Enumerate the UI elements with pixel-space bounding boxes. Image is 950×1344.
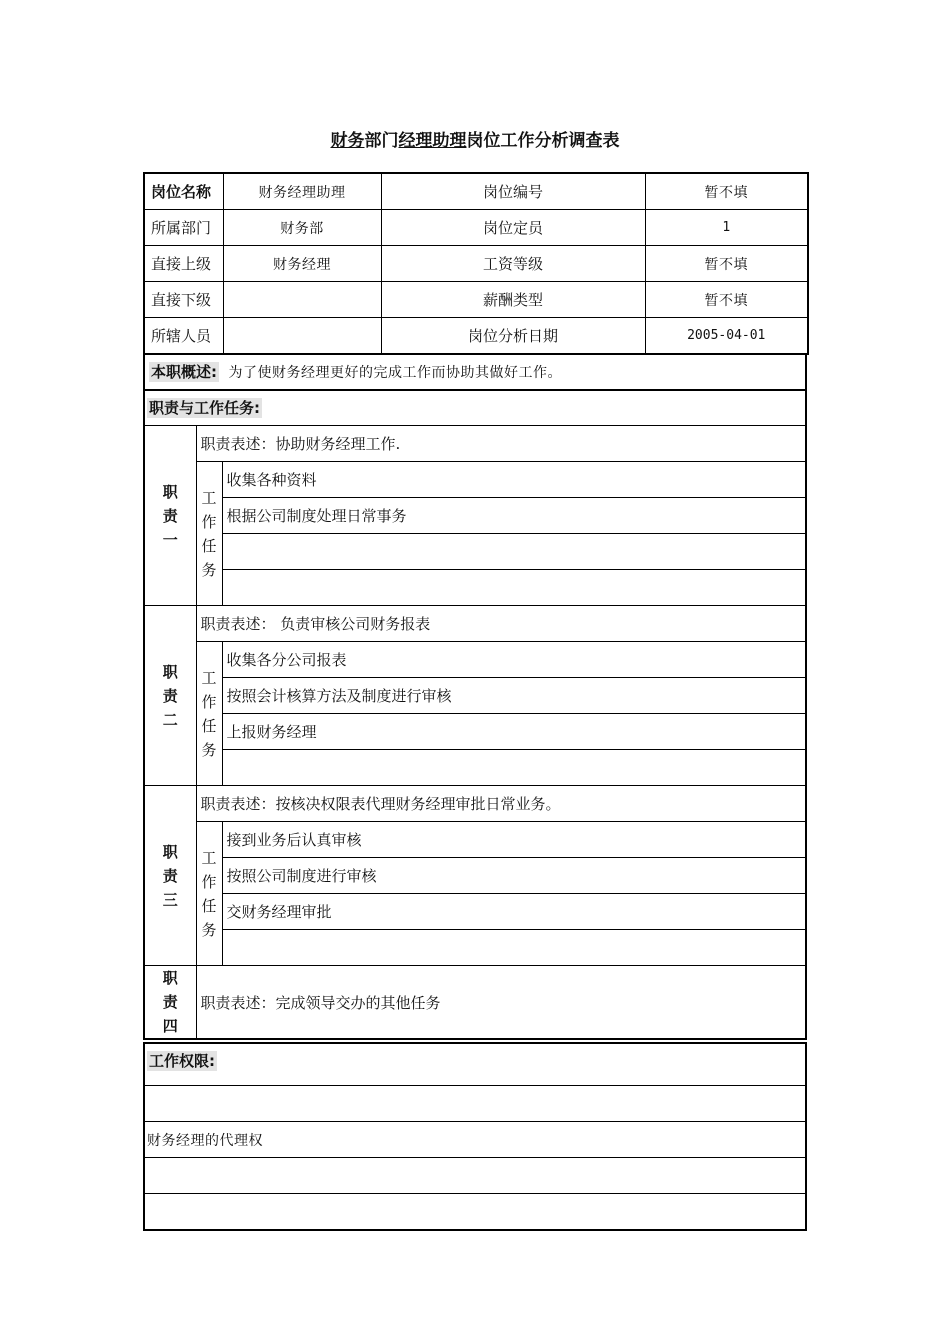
duty-description: 职责表述：完成领导交办的其他任务 [196, 966, 806, 1040]
value-analysis-date: 2005-04-01 [645, 318, 808, 355]
title-part1: 财务 [330, 131, 365, 151]
task-label: 工作任务 [196, 822, 222, 966]
value-salary-grade: 暂不填 [645, 246, 808, 282]
value-department: 财务部 [223, 210, 381, 246]
title-part2: 部门 [364, 131, 399, 151]
value-staff [223, 318, 381, 355]
value-position-name: 财务经理助理 [223, 173, 381, 210]
label-position-code: 岗位编号 [381, 173, 645, 210]
duty-label: 职责一 [144, 426, 196, 606]
duties-table [143, 389, 807, 1040]
basic-row [144, 282, 808, 318]
authority-label: 工作权限: [149, 1052, 215, 1070]
label-salary-grade: 工资等级 [381, 246, 645, 282]
title-part3: 经理助理 [398, 131, 467, 151]
label-department: 所属部门 [144, 210, 223, 246]
basic-row [144, 246, 808, 282]
value-pay-type: 暂不填 [645, 282, 808, 318]
value-subordinate [223, 282, 381, 318]
task-item: 收集各种资料 [222, 462, 806, 498]
summary-cell [144, 354, 806, 391]
authority-row [144, 1194, 806, 1231]
task-item [222, 534, 806, 570]
duty-description: 职责表述：协助财务经理工作. [196, 426, 806, 462]
duties-header: 职责与工作任务: [149, 399, 260, 417]
value-headcount: 1 [645, 210, 808, 246]
authority-row [144, 1086, 806, 1122]
label-superior: 直接上级 [144, 246, 223, 282]
task-item: 接到业务后认真审核 [222, 822, 806, 858]
task-item: 按照公司制度进行审核 [222, 858, 806, 894]
authority-table [143, 1042, 807, 1231]
duty-description: 职责表述： 负责审核公司财务报表 [196, 606, 806, 642]
basic-row [144, 318, 808, 355]
task-item [222, 750, 806, 786]
page-title [0, 126, 950, 151]
task-item [222, 570, 806, 606]
basic-row [144, 173, 808, 210]
value-superior: 财务经理 [223, 246, 381, 282]
duty-description: 职责表述：按核决权限表代理财务经理审批日常业务。 [196, 786, 806, 822]
label-position-name: 岗位名称 [144, 173, 223, 210]
duty-label: 职责二 [144, 606, 196, 786]
label-analysis-date: 岗位分析日期 [381, 318, 645, 355]
task-label: 工作任务 [196, 642, 222, 786]
label-headcount: 岗位定员 [381, 210, 645, 246]
task-item: 收集各分公司报表 [222, 642, 806, 678]
authority-header-cell [144, 1043, 806, 1086]
label-subordinate: 直接下级 [144, 282, 223, 318]
value-position-code: 暂不填 [645, 173, 808, 210]
duty-label: 职责四 [144, 966, 196, 1040]
task-item: 根据公司制度处理日常事务 [222, 498, 806, 534]
label-staff: 所辖人员 [144, 318, 223, 355]
duties-header-cell [144, 390, 806, 426]
summary-label: 本职概述: [151, 363, 217, 381]
duty-label: 职责三 [144, 786, 196, 966]
basic-row [144, 210, 808, 246]
task-label: 工作任务 [196, 462, 222, 606]
task-item: 上报财务经理 [222, 714, 806, 750]
task-item: 按照会计核算方法及制度进行审核 [222, 678, 806, 714]
summary-table [143, 353, 807, 391]
summary-text: 为了使财务经理更好的完成工作而协助其做好工作。 [228, 365, 563, 381]
title-part4: 岗位工作分析调查表 [466, 131, 620, 151]
basic-info-table [143, 172, 809, 355]
label-pay-type: 薪酬类型 [381, 282, 645, 318]
task-item: 交财务经理审批 [222, 894, 806, 930]
task-item [222, 930, 806, 966]
authority-row: 财务经理的代理权 [144, 1122, 806, 1158]
authority-row [144, 1158, 806, 1194]
